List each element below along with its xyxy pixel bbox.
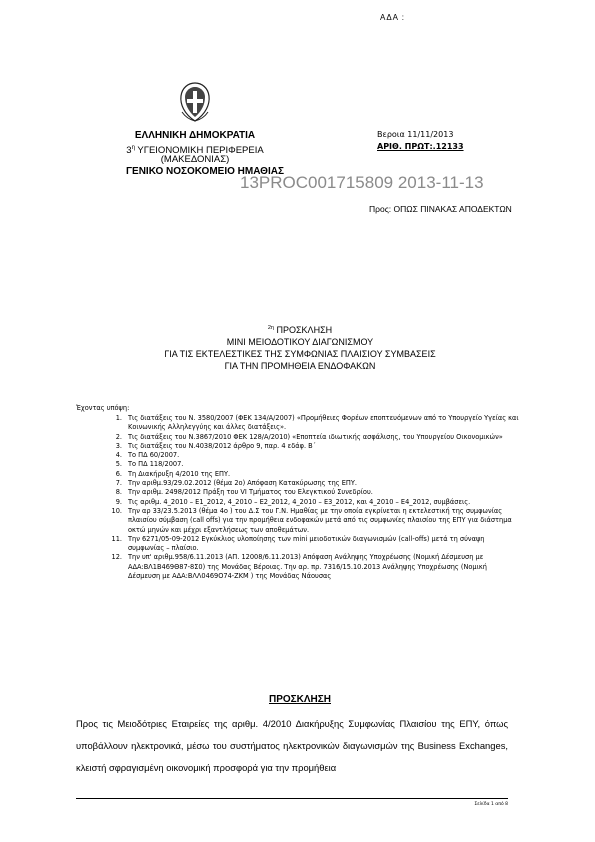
header-country: ΕΛΛΗΝΙΚΗ ΔΗΜΟΚΡΑΤΙΑ: [134, 130, 256, 141]
item-number: 2.: [115, 432, 122, 441]
considerations-list: [100, 414, 520, 581]
title-sup: 2η: [267, 325, 274, 331]
header-region-num: 3: [126, 145, 132, 157]
list-item: [100, 507, 520, 535]
item-text: Τις αριθμ. 4_2010 – Ε1_2012, 4_2010 – Ε2_2012, 4_2010 – Ε3_2012, και 4_2010 – Ε4_2012, συμβάσεις.: [128, 497, 471, 506]
header-region: ΥΓΕΙΟΝΟΜΙΚΗ ΠΕΡΙΦΕΡΕΙΑ: [137, 145, 264, 157]
item-number: 6.: [115, 469, 122, 478]
list-item: [100, 479, 520, 488]
body-paragraph: Προς τις Μειοδότριες Εταιρείες της αριθμ. 4/2010 Διακήρυξης Συμφωνίας Πλαισίου της ΕΠΥ, όπως υποβάλλουν ηλεκτρονικά, μέσω του συστήματος ηλεκτρονικών διαγωνισμών της Business Exchanges, κλειστή σφραγισμένη οικονομική προσφορά για την προμήθεια: [76, 718, 508, 773]
page-number: Σελίδα 1 από 8: [474, 802, 508, 807]
item-text: Την αρ 33/23.5.2013 (θέμα 4ο ) του Δ.Σ του Γ.Ν. Ημαθίας με την οποία εγκρίνεται η εκτελεστική της συμφωνίας πλαισίου σύμβαση (call offs) για την προμήθεια ενδοφακών μετά από τις συμφωνίες πλαισίου της ΕΠΥ για διάστημα οκτώ μηνών και μέχρι εξαντλήσεως των αποθεμάτων.: [128, 506, 512, 534]
item-number: 3.: [115, 441, 122, 450]
item-number: 7.: [115, 479, 122, 488]
header-date: Βεροια 11/11/2013: [377, 130, 454, 139]
section-heading: ΠΡΟΣΚΛΗΣΗ: [268, 694, 331, 705]
ada-label: ΑΔΑ :: [380, 13, 406, 22]
item-text: Τις διατάξεις του Ν.4038/2012 άρθρο 9, παρ. 4 εδάφ. Β΄: [128, 441, 316, 450]
list-item: [100, 498, 520, 507]
item-text: Την αριθμ.93/29.02.2012 (θέμα 2ο) Απόφαση Κατακύρωσης της ΕΠΥ.: [128, 479, 357, 488]
item-text: Το ΠΔ 118/2007.: [128, 460, 184, 469]
title-line3: ΓΙΑ ΤΙΣ ΕΚΤΕΛΕΣΤΙΚΕΣ ΤΗΣ ΣΥΜΦΩΝΙΑΣ ΠΛΑΙΣΙΟΥ ΣΥΜΒΑΣΕΙΣ: [164, 349, 436, 359]
footer-rule: [76, 798, 508, 799]
header-macedonia: (ΜΑΚΕΔΟΝΙΑΣ): [160, 154, 230, 165]
item-text: Το ΠΔ 60/2007.: [128, 451, 180, 460]
title-line4: ΓΙΑ ΤΗΝ ΠΡΟΜΗΘΕΙΑ ΕΝΔΟΦΑΚΩΝ: [224, 361, 376, 371]
list-item: [100, 535, 520, 554]
header-region-sup: η: [131, 145, 135, 151]
item-text: Τις διατάξεις του Ν.3867/2010 ΦΕΚ 128/Α/2010) «Εποπτεία ιδιωτικής ασφάλισης, του Υπουργείου Οικονομικών»: [128, 432, 503, 441]
coat-of-arms-emblem: [178, 82, 212, 122]
item-text: Την 6271/05-09-2012 Εγκύκλιος υλοποίησης των mini μειοδοτικών διαγωνισμών (call-offs) μετά τη σύναψη συμφωνίας – πλαίσιο.: [128, 534, 485, 553]
item-number: 10.: [111, 506, 122, 515]
item-number: 4.: [115, 451, 122, 460]
item-number: 11.: [111, 534, 122, 543]
title-line2: ΜΙΝΙ ΜΕΙΟΔΟΤΙΚΟΥ ΔΙΑΓΩΝΙΣΜΟΥ: [226, 337, 374, 347]
item-number: 8.: [115, 488, 122, 497]
item-number: 5.: [115, 460, 122, 469]
item-number: 9.: [115, 497, 122, 506]
title-block: [100, 322, 500, 372]
list-item: [100, 414, 520, 433]
title-text1: ΠΡΟΣΚΛΗΣΗ: [276, 325, 333, 335]
list-item: [100, 460, 520, 469]
title-line1: [100, 322, 500, 336]
list-item: [100, 553, 520, 581]
recipient-line: Προς: ΟΠΩΣ ΠΙΝΑΚΑΣ ΑΠΟΔΕΚΤΩΝ: [369, 204, 512, 214]
list-item: [100, 451, 520, 460]
list-item: [100, 488, 520, 497]
item-number: 12.: [111, 553, 122, 562]
item-text: Την αριθμ. 2498/2012 Πράξη του VI Τμήματος του Ελεγκτικού Συνεδρίου.: [128, 488, 373, 497]
header-protocol: ΑΡΙΘ. ΠΡΩΤ:.12133: [377, 142, 464, 151]
list-item: [100, 433, 520, 442]
item-number: 1.: [115, 414, 122, 422]
item-text: Τις διατάξεις του Ν. 3580/2007 (ΦΕΚ 134/Α/2007) «Προμήθειες Φορέων εποπτευόμενων από το Υπουργείο Υγείας και Κοινωνικής Αλληλεγγύης και άλλες διατάξεις».: [128, 414, 519, 432]
header-hospital: ΓΕΝΙΚΟ ΝΟΣΟΚΟΜΕΙΟ ΗΜΑΘΙΑΣ: [126, 166, 284, 177]
list-item: [100, 442, 520, 451]
considering-label: Έχοντας υπόψη:: [76, 404, 130, 412]
item-text: Την υπ' αριθμ.958/6.11.2013 (ΑΠ. 12008/6.11.2013) Απόφαση Ανάληψης Υποχρέωσης (Νομική Δέσμευση με ΑΔΑ:ΒΛ1Β469Θ87-8Σ0) της Μονάδας Βέροιας. Την αρ. πρ. 7316/15.10.2013 Ανάληψης Υποχρέωσης (Νομική Δέσμευση με ΑΔΑ:ΒΛΛ0469Ο74-ΖΚΜ ) της Μονάδας Νάουσας: [128, 553, 487, 581]
list-item: [100, 470, 520, 479]
diavgeia-code: 13PROC001715809 2013-11-13: [240, 173, 484, 192]
item-text: Τη Διακήρυξη 4/2010 της ΕΠΥ.: [128, 469, 231, 478]
